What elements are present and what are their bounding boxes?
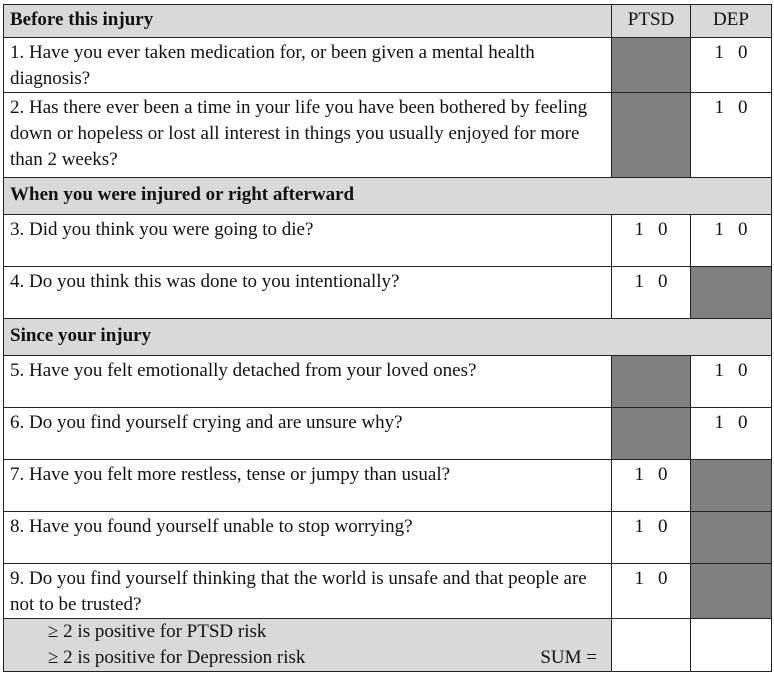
ptsd-score-cell [612,215,691,267]
ptsd-threshold-rule: ≥ 2 is positive for PTSD risk [48,621,267,642]
question-row [4,512,772,564]
question-row [4,93,772,178]
dep-threshold-rule: ≥ 2 is positive for Depression risk [48,647,306,668]
score-no-option[interactable]: 0 [738,412,748,433]
section-header-before-injury [4,5,772,38]
screening-form [3,4,771,672]
section-title: Since your injury [4,319,772,356]
dep-score-cell [691,38,772,93]
question-row [4,408,772,460]
score-yes-option[interactable]: 1 [714,42,724,63]
section-title: When you were injured or right afterward [4,178,772,215]
section-header-when-injured [4,178,772,215]
section-title: Before this injury [4,5,612,38]
dep-score-cell [691,215,772,267]
shaded-cell [612,93,691,178]
question-text: 7. Have you felt more restless, tense or jumpy than usual? [4,460,612,512]
question-text: 8. Have you found yourself unable to stop worrying? [4,512,612,564]
column-header-dep: DEP [691,5,772,38]
question-text: 9. Do you find yourself thinking that the world is unsafe and that people are not to be trusted? [4,564,612,619]
shaded-cell [612,408,691,460]
score-yes-option[interactable]: 1 [634,464,644,485]
score-no-option[interactable]: 0 [658,516,668,537]
score-no-option[interactable]: 0 [658,568,668,589]
score-yes-option[interactable]: 1 [634,516,644,537]
scoring-legend [4,619,612,672]
score-yes-option[interactable]: 1 [714,360,724,381]
question-row [4,38,772,93]
shaded-cell [691,564,772,619]
question-text: 1. Have you ever taken medication for, or been given a mental health diagnosis? [4,38,612,93]
score-yes-option[interactable]: 1 [714,97,724,118]
score-no-option[interactable]: 0 [658,271,668,292]
ptsd-sum-field[interactable] [612,619,691,672]
question-row [4,215,772,267]
score-no-option[interactable]: 0 [658,219,668,240]
ptsd-score-cell [612,267,691,319]
question-row [4,267,772,319]
shaded-cell [612,38,691,93]
ptsd-score-cell [612,512,691,564]
score-yes-option[interactable]: 1 [634,271,644,292]
screening-table [3,4,772,672]
question-text: 4. Do you think this was done to you intentionally? [4,267,612,319]
score-no-option[interactable]: 0 [658,464,668,485]
shaded-cell [691,512,772,564]
score-no-option[interactable]: 0 [738,360,748,381]
dep-score-cell [691,356,772,408]
column-header-ptsd: PTSD [612,5,691,38]
ptsd-score-cell [612,564,691,619]
score-no-option[interactable]: 0 [738,219,748,240]
score-yes-option[interactable]: 1 [714,412,724,433]
score-no-option[interactable]: 0 [738,97,748,118]
shaded-cell [691,267,772,319]
question-text: 5. Have you felt emotionally detached from your loved ones? [4,356,612,408]
score-yes-option[interactable]: 1 [634,219,644,240]
question-text: 3. Did you think you were going to die? [4,215,612,267]
dep-score-cell [691,93,772,178]
question-row [4,356,772,408]
dep-sum-field[interactable] [691,619,772,672]
question-text: 6. Do you find yourself crying and are unsure why? [4,408,612,460]
shaded-cell [691,460,772,512]
shaded-cell [612,356,691,408]
scoring-footer [4,619,772,672]
question-text: 2. Has there ever been a time in your life you have been bothered by feeling down or hopeless or lost all interest in things you usually enjoyed for more than 2 weeks? [4,93,612,178]
ptsd-score-cell [612,460,691,512]
question-row [4,460,772,512]
score-yes-option[interactable]: 1 [714,219,724,240]
question-row [4,564,772,619]
score-no-option[interactable]: 0 [738,42,748,63]
sum-label: SUM = [540,647,597,668]
dep-score-cell [691,408,772,460]
section-header-since-injury [4,319,772,356]
score-yes-option[interactable]: 1 [634,568,644,589]
